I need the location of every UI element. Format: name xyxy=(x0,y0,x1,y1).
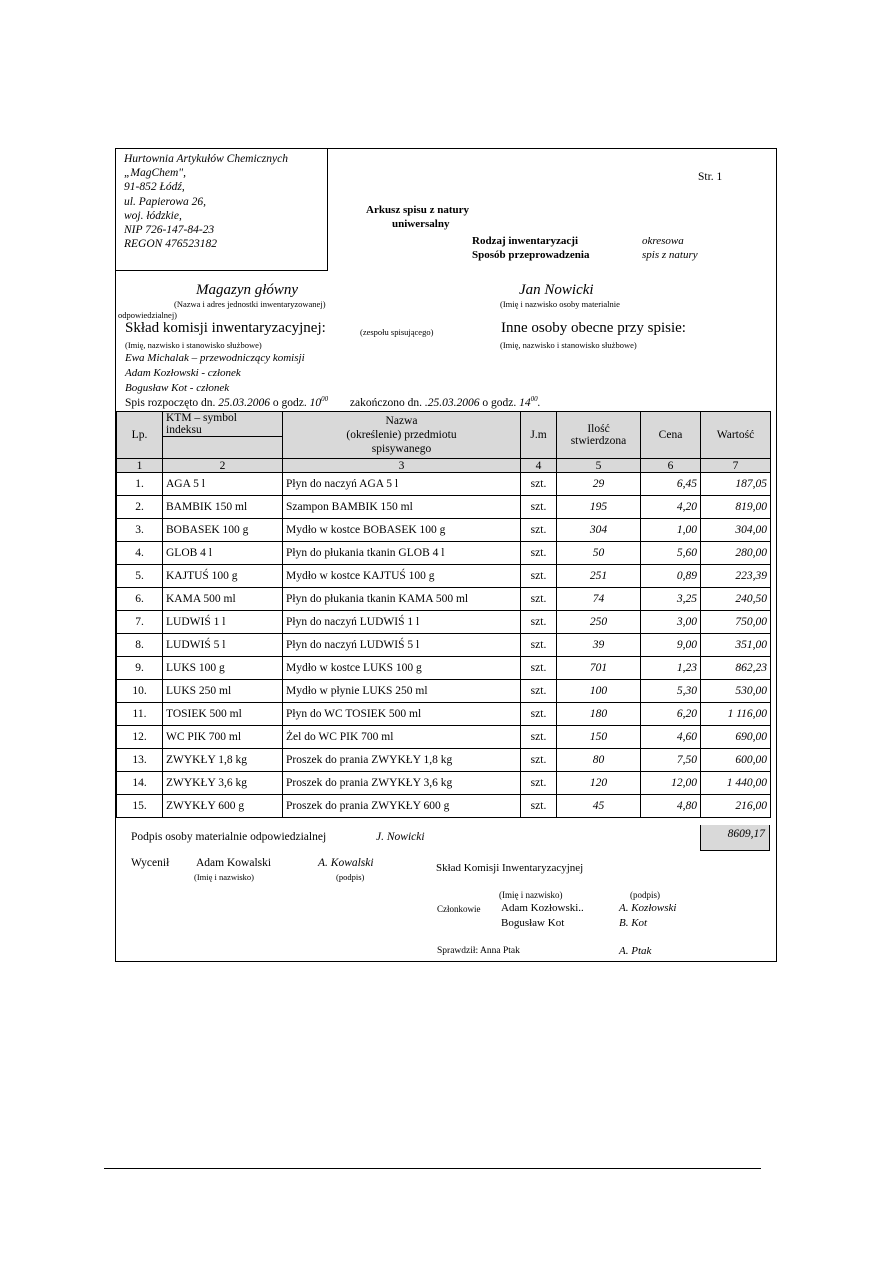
member-signature: B. Kot xyxy=(619,917,648,929)
row-qty: 74 xyxy=(557,588,641,611)
row-price: 0,89 xyxy=(641,565,701,588)
row-value: 187,05 xyxy=(701,473,771,496)
row-price: 12,00 xyxy=(641,772,701,795)
row-lp: 2. xyxy=(117,496,163,519)
table-row xyxy=(117,565,771,588)
row-unit: szt. xyxy=(521,634,557,657)
company-line: Hurtownia Artykułów Chemicznych xyxy=(124,153,288,165)
row-value: 1 440,00 xyxy=(701,772,771,795)
table-row xyxy=(117,542,771,565)
row-name: Płyn do WC TOSIEK 500 ml xyxy=(283,703,521,726)
end-date: .25.03.2006 xyxy=(424,396,480,409)
company-line: NIP 726-147-84-23 xyxy=(124,224,215,237)
table-row xyxy=(117,519,771,542)
member-name: Bogusław Kot xyxy=(501,917,565,929)
checked-label: Sprawdził: Anna Ptak xyxy=(437,946,520,956)
method-value: spis z natury xyxy=(642,249,698,261)
page-footer-rule xyxy=(104,1168,761,1169)
row-price: 5,30 xyxy=(641,680,701,703)
row-lp: 13. xyxy=(117,749,163,772)
row-unit: szt. xyxy=(521,795,557,818)
table-row xyxy=(117,634,771,657)
row-qty: 29 xyxy=(557,473,641,496)
row-ktm: ZWYKŁY 600 g xyxy=(163,795,283,818)
row-qty: 150 xyxy=(557,726,641,749)
company-line: REGON 476523182 xyxy=(124,238,217,251)
row-ktm: TOSIEK 500 ml xyxy=(163,703,283,726)
row-qty: 50 xyxy=(557,542,641,565)
unit-name: Magazyn główny xyxy=(196,282,299,298)
row-value: 862,23 xyxy=(701,657,771,680)
commission-member: Bogusław Kot - członek xyxy=(125,382,230,394)
column-number: 7 xyxy=(701,459,771,473)
row-name: Płyn do płukania tkanin KAMA 500 ml xyxy=(283,588,521,611)
row-value: 351,00 xyxy=(701,634,771,657)
total-value: 8609,17 xyxy=(700,825,770,851)
footer-caption-name: (Imię i nazwisko) xyxy=(499,890,563,900)
row-lp: 9. xyxy=(117,657,163,680)
row-unit: szt. xyxy=(521,496,557,519)
row-ktm: LUDWIŚ 1 l xyxy=(163,611,283,634)
row-value: 280,00 xyxy=(701,542,771,565)
others-caption: (Imię, nazwisko i stanowisko służbowe) xyxy=(500,340,637,350)
row-price: 6,45 xyxy=(641,473,701,496)
row-price: 9,00 xyxy=(641,634,701,657)
row-ktm: KAJTUŚ 100 g xyxy=(163,565,283,588)
header-qty: Ilość stwierdzona xyxy=(557,412,641,459)
row-ktm: ZWYKŁY 3,6 kg xyxy=(163,772,283,795)
row-lp: 1. xyxy=(117,473,163,496)
commission-footer-title: Skład Komisji Inwentaryzacyjnej xyxy=(436,862,584,874)
row-lp: 12. xyxy=(117,726,163,749)
company-line: 91-852 Łódź, xyxy=(124,181,185,194)
row-unit: szt. xyxy=(521,726,557,749)
row-value: 240,50 xyxy=(701,588,771,611)
page-number: Str. 1 xyxy=(698,171,723,183)
header-ktm-empty xyxy=(163,437,283,459)
header-unit: J.m xyxy=(521,412,557,459)
row-price: 4,60 xyxy=(641,726,701,749)
commission-subtitle: (zespołu spisującego) xyxy=(360,327,434,337)
row-value: 750,00 xyxy=(701,611,771,634)
table-row xyxy=(117,703,771,726)
row-name: Proszek do prania ZWYKŁY 1,8 kg xyxy=(283,749,521,772)
table-row xyxy=(117,772,771,795)
table-row xyxy=(117,496,771,519)
row-value: 1 116,00 xyxy=(701,703,771,726)
row-qty: 251 xyxy=(557,565,641,588)
row-unit: szt. xyxy=(521,473,557,496)
valued-name-caption: (Imię i nazwisko) xyxy=(194,872,254,882)
column-number: 4 xyxy=(521,459,557,473)
row-price: 4,20 xyxy=(641,496,701,519)
column-number: 2 xyxy=(163,459,283,473)
inventory-kind-label: Rodzaj inwentaryzacji xyxy=(472,235,579,247)
row-ktm: BAMBIK 150 ml xyxy=(163,496,283,519)
row-qty: 180 xyxy=(557,703,641,726)
row-lp: 14. xyxy=(117,772,163,795)
signature-label: Podpis osoby materialnie odpowiedzialnej xyxy=(131,831,327,843)
column-number: 3 xyxy=(283,459,521,473)
row-qty: 39 xyxy=(557,634,641,657)
row-value: 223,39 xyxy=(701,565,771,588)
row-name: Mydło w płynie LUKS 250 ml xyxy=(283,680,521,703)
others-title: Inne osoby obecne przy spisie: xyxy=(501,320,686,336)
row-price: 7,50 xyxy=(641,749,701,772)
column-number: 5 xyxy=(557,459,641,473)
member-signature: A. Kozłowski xyxy=(619,902,677,914)
row-qty: 80 xyxy=(557,749,641,772)
checked-signature: A. Ptak xyxy=(619,945,652,957)
row-ktm: KAMA 500 ml xyxy=(163,588,283,611)
row-name: Płyn do naczyń LUDWIŚ 5 l xyxy=(283,634,521,657)
row-price: 3,25 xyxy=(641,588,701,611)
row-price: 5,60 xyxy=(641,542,701,565)
row-unit: szt. xyxy=(521,542,557,565)
valued-signature: A. Kowalski xyxy=(318,857,374,869)
row-name: Żel do WC PIK 700 ml xyxy=(283,726,521,749)
responsible-caption-2: odpowiedzialnej) xyxy=(118,310,178,320)
responsible-caption: (Imię i nazwisko osoby materialnie xyxy=(500,299,620,309)
unit-caption: (Nazwa i adres jednostki inwentaryzowanej) xyxy=(174,299,326,309)
signature-value: J. Nowicki xyxy=(376,831,425,843)
row-price: 6,20 xyxy=(641,703,701,726)
row-unit: szt. xyxy=(521,519,557,542)
sheet-subtitle: uniwersalny xyxy=(392,218,450,230)
row-qty: 100 xyxy=(557,680,641,703)
row-name: Mydło w kostce BOBASEK 100 g xyxy=(283,519,521,542)
method-label: Sposób przeprowadzenia xyxy=(472,249,590,261)
inventory-sheet xyxy=(115,148,777,962)
table-row xyxy=(117,657,771,680)
row-lp: 3. xyxy=(117,519,163,542)
commission-member: Ewa Michalak – przewodniczący komisji xyxy=(125,352,305,364)
end-hour: $14^{00}$. xyxy=(519,395,541,409)
row-ktm: BOBASEK 100 g xyxy=(163,519,283,542)
row-value: 819,00 xyxy=(701,496,771,519)
row-name: Mydło w kostce LUKS 100 g xyxy=(283,657,521,680)
row-lp: 11. xyxy=(117,703,163,726)
row-qty: 304 xyxy=(557,519,641,542)
row-ktm: LUKS 100 g xyxy=(163,657,283,680)
row-unit: szt. xyxy=(521,657,557,680)
row-price: 1,00 xyxy=(641,519,701,542)
responsible-person: Jan Nowicki xyxy=(519,282,594,298)
start-hour-label: o godz. xyxy=(272,396,307,409)
footer-caption-sign: (podpis) xyxy=(630,890,660,900)
row-unit: szt. xyxy=(521,611,557,634)
row-qty: 195 xyxy=(557,496,641,519)
table-row xyxy=(117,473,771,496)
column-number: 1 xyxy=(117,459,163,473)
start-date: 25.03.2006 xyxy=(218,396,271,409)
row-qty: 701 xyxy=(557,657,641,680)
table-row xyxy=(117,680,771,703)
members-label: Członkowie xyxy=(437,904,481,914)
row-lp: 7. xyxy=(117,611,163,634)
company-address-box xyxy=(116,149,328,271)
start-label: Spis rozpoczęto dn. xyxy=(125,396,216,409)
header-ktm: KTM – symbol indeksu xyxy=(163,412,283,437)
row-ktm: WC PIK 700 ml xyxy=(163,726,283,749)
row-value: 216,00 xyxy=(701,795,771,818)
row-qty: 45 xyxy=(557,795,641,818)
start-hour: $10^{00}$ xyxy=(309,395,329,409)
row-name: Mydło w kostce KAJTUŚ 100 g xyxy=(283,565,521,588)
member-name: Adam Kozłowski.. xyxy=(501,902,584,914)
table-row xyxy=(117,749,771,772)
table-row xyxy=(117,726,771,749)
row-lp: 10. xyxy=(117,680,163,703)
end-hour-label: o godz. xyxy=(482,396,517,409)
row-lp: 15. xyxy=(117,795,163,818)
end-label: zakończono dn. xyxy=(349,396,423,409)
row-price: 4,80 xyxy=(641,795,701,818)
column-number: 6 xyxy=(641,459,701,473)
row-qty: 120 xyxy=(557,772,641,795)
row-unit: szt. xyxy=(521,749,557,772)
row-unit: szt. xyxy=(521,703,557,726)
sheet-title: Arkusz spisu z natury xyxy=(366,204,469,216)
row-name: Szampon BAMBIK 150 ml xyxy=(283,496,521,519)
commission-caption: (Imię, nazwisko i stanowisko służbowe) xyxy=(125,340,262,350)
row-ktm: GLOB 4 l xyxy=(163,542,283,565)
valued-name: Adam Kowalski xyxy=(196,857,272,869)
row-name: Proszek do prania ZWYKŁY 600 g xyxy=(283,795,521,818)
header-name: Nazwa (określenie) przedmiotu spisywanego xyxy=(283,412,521,459)
inventory-table xyxy=(116,411,771,818)
company-line: ul. Papierowa 26, xyxy=(124,195,206,208)
row-value: 530,00 xyxy=(701,680,771,703)
row-price: 3,00 xyxy=(641,611,701,634)
commission-title: Skład komisji inwentaryzacyjnej: xyxy=(125,320,326,336)
inventory-kind-value: okresowa xyxy=(642,235,684,247)
start-end-line xyxy=(125,395,541,409)
company-line: woj. łódzkie, xyxy=(124,209,182,222)
valued-signature-caption: (podpis) xyxy=(336,872,365,882)
row-lp: 5. xyxy=(117,565,163,588)
header-value: Wartość xyxy=(701,412,771,459)
row-lp: 6. xyxy=(117,588,163,611)
row-ktm: LUKS 250 ml xyxy=(163,680,283,703)
row-unit: szt. xyxy=(521,565,557,588)
row-qty: 250 xyxy=(557,611,641,634)
row-unit: szt. xyxy=(521,680,557,703)
table-row xyxy=(117,588,771,611)
row-value: 690,00 xyxy=(701,726,771,749)
commission-member: Adam Kozłowski - członek xyxy=(125,367,241,379)
row-price: 1,23 xyxy=(641,657,701,680)
row-ktm: LUDWIŚ 5 l xyxy=(163,634,283,657)
row-lp: 4. xyxy=(117,542,163,565)
row-ktm: AGA 5 l xyxy=(163,473,283,496)
row-value: 304,00 xyxy=(701,519,771,542)
valued-label: Wycenił xyxy=(131,857,170,869)
header-price: Cena xyxy=(641,412,701,459)
row-lp: 8. xyxy=(117,634,163,657)
row-ktm: ZWYKŁY 1,8 kg xyxy=(163,749,283,772)
table-row xyxy=(117,795,771,818)
company-line: „MagChem", xyxy=(124,167,187,180)
row-name: Płyn do naczyń LUDWIŚ 1 l xyxy=(283,611,521,634)
row-name: Proszek do prania ZWYKŁY 3,6 kg xyxy=(283,772,521,795)
row-value: 600,00 xyxy=(701,749,771,772)
row-name: Płyn do naczyń AGA 5 l xyxy=(283,473,521,496)
table-row xyxy=(117,611,771,634)
row-name: Płyn do płukania tkanin GLOB 4 l xyxy=(283,542,521,565)
row-unit: szt. xyxy=(521,588,557,611)
header-lp: Lp. xyxy=(117,412,163,459)
row-unit: szt. xyxy=(521,772,557,795)
